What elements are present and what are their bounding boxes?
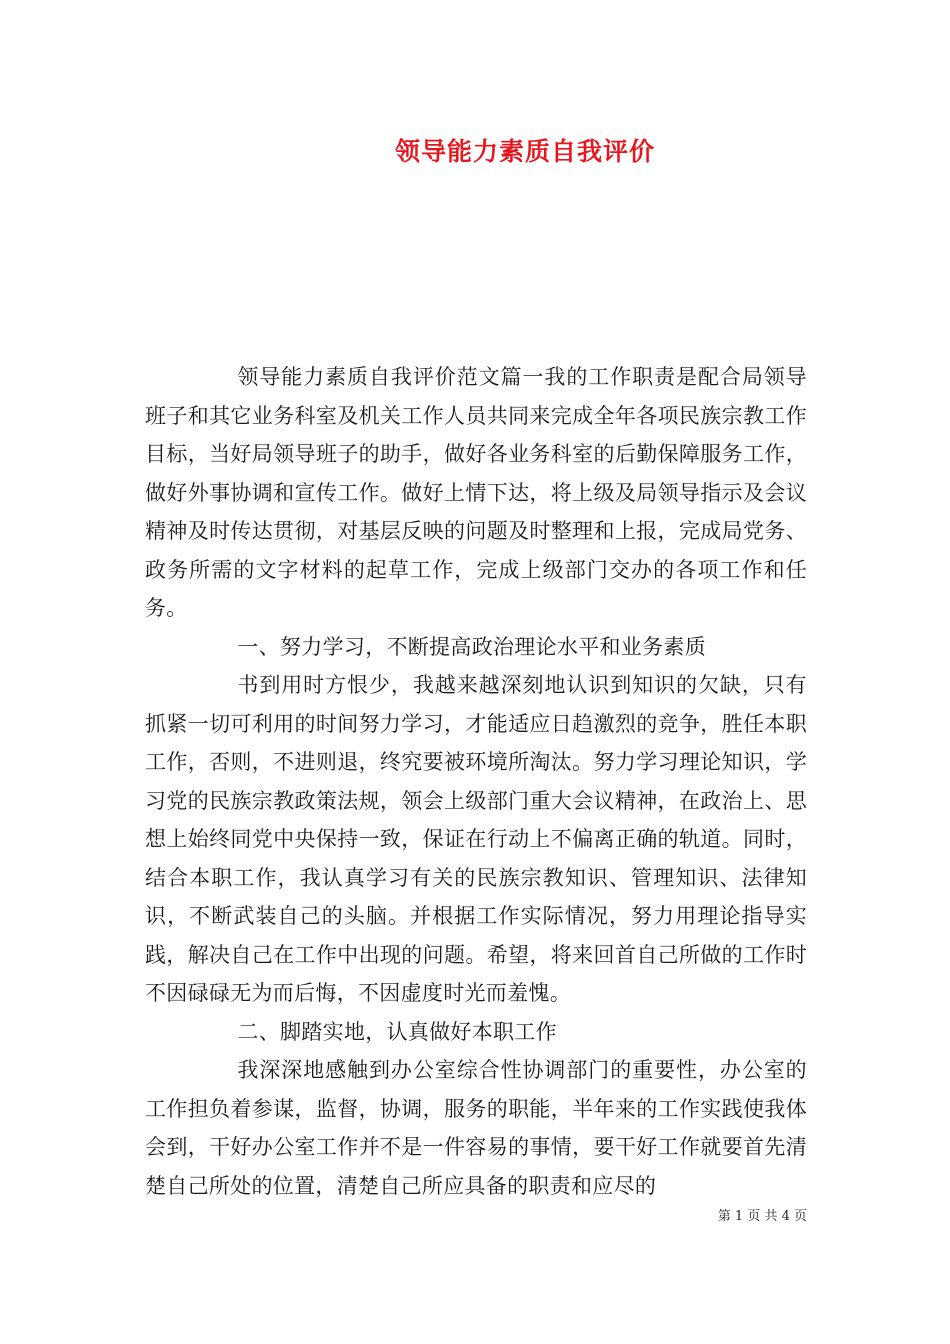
document-body (145, 358, 807, 1205)
body-paragraph-study: 书到用时方恨少，我越来越深刻地认识到知识的欠缺，只有抓紧一切可利用的时间努力学习，才能适应日趋激烈的竞争，胜任本职工作，否则，不进则退，终究要被环境所淘汰。努力学习理论知识，学习党的民族宗教政策法规，领会上级部门重大会议精神，在政治上、思想上始终同党中央保持一致，保证在行动上不偏离正确的轨道。同时，结合本职工作，我认真学习有关的民族宗教知识、管理知识、法律知识，不断武装自己的头脑。并根据工作实际情况，努力用理论指导实践，解决自己在工作中出现的问题。希望，将来回首自己所做的工作时不因碌碌无为而后悔，不因虚度时光而羞愧。 (145, 673, 807, 1005)
document-title: 领导能力素质自我评价 (394, 137, 655, 166)
body-paragraph-intro: 领导能力素质自我评价范文篇一我的工作职责是配合局领导班子和其它业务科室及机关工作人员共同来完成全年各项民族宗教工作目标，当好局领导班子的助手，做好各业务科室的后勤保障服务工作，做好外事协调和宣传工作。做好上情下达，将上级及局领导指示及会议精神及时传达贯彻，对基层反映的问题及时整理和上报，完成局党务、政务所需的文字材料的起草工作，完成上级部门交办的各项工作和任务。 (145, 365, 807, 620)
body-paragraph-work: 我深深地感触到办公室综合性协调部门的重要性，办公室的工作担负着参谋，监督，协调，服务的职能，半年来的工作实践使我体会到，干好办公室工作并不是一件容易的事情，要干好工作就要首先清楚自己所处的位置，清楚自己所应具备的职责和应尽的 (145, 1058, 807, 1198)
page-number-footer: 第 1 页 共 4 页 (717, 1209, 807, 1224)
section-heading-2: 二、脚踏实地，认真做好本职工作 (237, 1019, 557, 1044)
section-heading-1: 一、努力学习，不断提高政治理论水平和业务素质 (237, 634, 706, 659)
